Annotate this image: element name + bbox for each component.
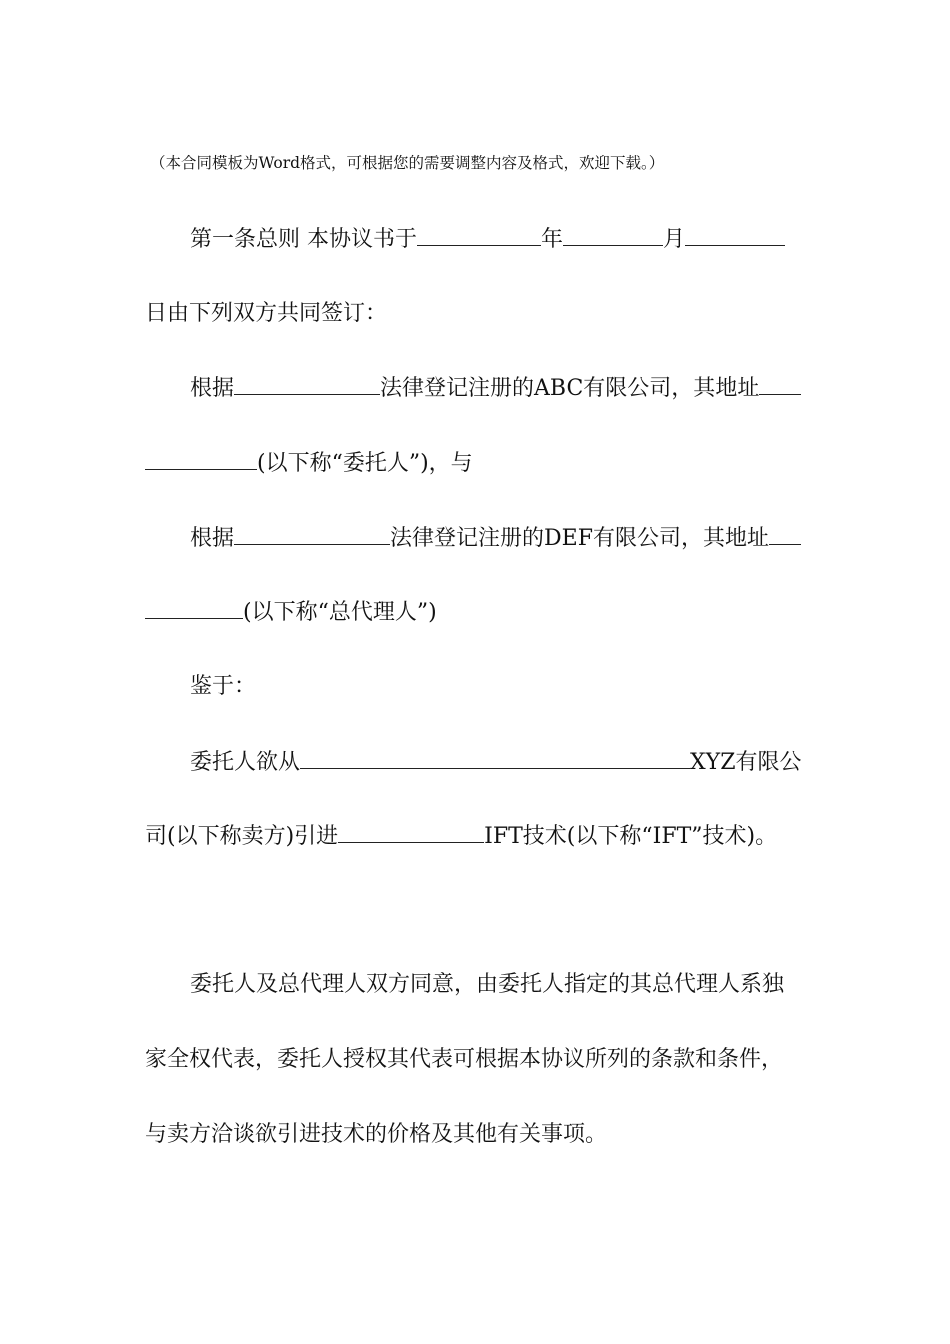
template-note: （本合同模板为Word格式，可根据您的需要调整内容及格式，欢迎下载。） (150, 154, 665, 172)
blank-party-a-address (759, 374, 801, 395)
whereas-heading: 鉴于： (190, 674, 257, 699)
blank-party-a-address-cont (145, 449, 257, 470)
article1-text-b: 年 (541, 227, 564, 252)
party-b-line2 (145, 598, 437, 627)
party-a-line2 (145, 449, 473, 478)
blank-year (417, 225, 541, 246)
article1-line2: 日由下列双方共同签订： (145, 301, 388, 326)
clause1-line2 (145, 822, 777, 851)
blank-party-a-law (234, 374, 380, 395)
party-a-text-b: 法律登记注册的ABC有限公司，其地址 (380, 376, 760, 401)
clause2-line2: 家全权代表，委托人授权其代表可根据本协议所列的条款和条件， (145, 1047, 784, 1072)
clause2-line1: 委托人及总代理人双方同意，由委托人指定的其总代理人系独 (190, 972, 785, 997)
blank-party-b-address-cont (145, 598, 243, 619)
blank-technology (338, 822, 484, 843)
clause1-line1 (190, 748, 802, 777)
blank-month (563, 225, 663, 246)
blank-day (685, 225, 785, 246)
party-b-text-b: 法律登记注册的DEF有限公司，其地址 (390, 526, 769, 551)
party-b-text-c: (以下称“总代理人”) (243, 600, 437, 625)
party-a-text-c: (以下称“委托人”)，与 (257, 451, 473, 476)
party-a-text-a: 根据 (190, 376, 235, 401)
clause2-line3: 与卖方洽谈欲引进技术的价格及其他有关事项。 (145, 1122, 608, 1147)
article1-text-a: 第一条总则 本协议书于 (190, 227, 417, 252)
clause1-text-d: IFT技术(以下称“IFT”技术)。 (484, 824, 778, 849)
clause1-text-a: 委托人欲从 (190, 750, 301, 775)
blank-party-b-address (769, 524, 801, 545)
clause1-text-c: 司(以下称卖方)引进 (145, 824, 339, 849)
party-a-line1 (190, 374, 801, 403)
article1-text-c: 月 (663, 227, 686, 252)
clause1-text-b: XYZ有限公 (690, 750, 802, 775)
article1-line1 (190, 225, 785, 254)
party-b-line1 (190, 524, 801, 553)
blank-party-b-law (234, 524, 390, 545)
party-b-text-a: 根据 (190, 526, 235, 551)
blank-seller-origin (300, 748, 690, 769)
